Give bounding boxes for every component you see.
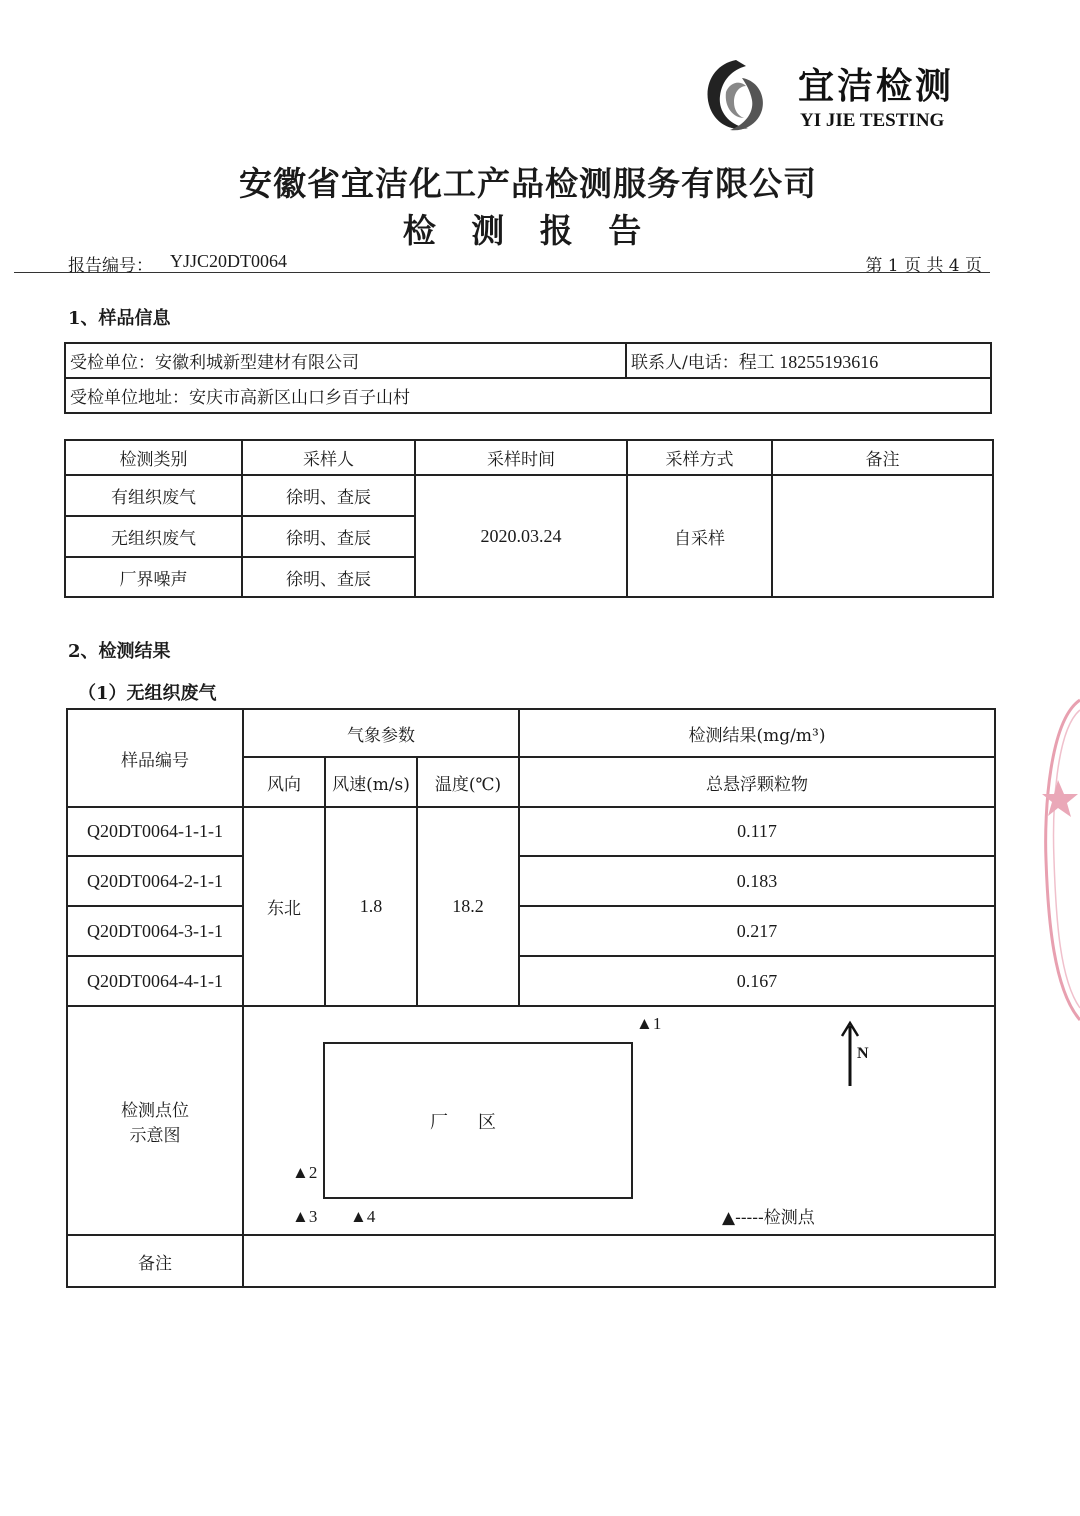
header-sample-no: 样品编号 — [67, 709, 243, 807]
address-label: 受检单位地址： — [70, 388, 189, 408]
sampler-cell: 徐明、查辰 — [242, 475, 415, 516]
address-value: 安庆市高新区山口乡百子山村 — [189, 388, 410, 408]
monitoring-point-1: ▲1 — [636, 1014, 662, 1033]
results-table — [66, 708, 996, 1288]
remark-label-cell: 备注 — [67, 1235, 243, 1287]
company-logo-icon — [696, 52, 776, 142]
sampler-cell: 徐明、查辰 — [242, 516, 415, 557]
category-cell: 无组织废气 — [65, 516, 242, 557]
sampling-time-cell: 2020.03.24 — [415, 475, 627, 597]
temperature-cell: 18.2 — [417, 807, 519, 1006]
monitoring-point-2: ▲2 — [292, 1163, 318, 1182]
diagram-label-cell — [67, 1006, 243, 1235]
logo-name-en: YI JIE TESTING — [800, 110, 945, 131]
header-divider — [14, 272, 990, 273]
logo-name-cn: 宜洁检测 — [798, 66, 955, 107]
header-category: 检测类别 — [65, 440, 242, 475]
subsection-heading: （1）无组织废气 — [78, 683, 217, 704]
tsp-value-cell: 0.217 — [519, 906, 995, 956]
header-tsp: 总悬浮颗粒物 — [519, 757, 995, 807]
header-method: 采样方式 — [627, 440, 772, 475]
sampling-remark-cell — [772, 475, 993, 597]
category-cell: 有组织废气 — [65, 475, 242, 516]
tsp-value-cell: 0.117 — [519, 807, 995, 856]
header-result: 检测结果(mg/m³) — [519, 709, 995, 757]
contact-label: 联系人/电话： — [631, 352, 739, 373]
header-remark: 备注 — [772, 440, 993, 475]
header-wind-direction: 风向 — [243, 757, 325, 807]
sampler-cell: 徐明、查辰 — [242, 557, 415, 597]
remark-value-cell — [243, 1235, 995, 1287]
sample-id-cell: Q20DT0064-1-1-1 — [67, 807, 243, 856]
client-value: 安徽利城新型建材有限公司 — [155, 353, 359, 373]
diagram-label-line1: 检测点位 — [121, 1100, 189, 1121]
header-time: 采样时间 — [415, 440, 627, 475]
header-sampler: 采样人 — [242, 440, 415, 475]
diagram-legend: ▲-----检测点 — [722, 1208, 815, 1228]
monitoring-point-3: ▲3 — [292, 1207, 318, 1226]
monitoring-point-4: ▲4 — [350, 1207, 376, 1226]
sample-id-cell: Q20DT0064-2-1-1 — [67, 856, 243, 906]
section-1-heading: 1、样品信息 — [68, 308, 171, 329]
north-label: N — [857, 1045, 869, 1062]
header-weather: 气象参数 — [243, 709, 519, 757]
header-temperature: 温度(℃) — [417, 757, 519, 807]
sampling-method-cell: 自采样 — [627, 475, 772, 597]
sample-id-cell: Q20DT0064-3-1-1 — [67, 906, 243, 956]
seal-stamp-edge-icon — [1040, 690, 1080, 1030]
report-title: 检 测 报 告 — [402, 211, 654, 250]
tsp-value-cell: 0.167 — [519, 956, 995, 1006]
company-title: 安徽省宜洁化工产品检测服务有限公司 — [239, 164, 817, 203]
category-cell: 厂界噪声 — [65, 557, 242, 597]
sampling-table — [64, 439, 994, 598]
report-no-label: 报告编号： — [68, 256, 153, 276]
contact-value: 程工 18255193616 — [738, 351, 879, 372]
page-info: 第 1 页 共 4 页 — [865, 256, 982, 276]
wind-speed-cell: 1.8 — [325, 807, 417, 1006]
client-label: 受检单位： — [70, 353, 155, 373]
wind-direction-cell: 东北 — [243, 807, 325, 1006]
sample-info-table — [64, 342, 992, 414]
report-no-value: YJJC20DT0064 — [170, 251, 288, 271]
section-2-heading: 2、检测结果 — [68, 641, 171, 662]
client-cell — [65, 343, 626, 378]
diagram-label-line2: 示意图 — [129, 1125, 181, 1146]
address-cell — [65, 378, 991, 413]
tsp-value-cell: 0.183 — [519, 856, 995, 906]
header-wind-speed: 风速(m/s) — [325, 757, 417, 807]
sample-id-cell: Q20DT0064-4-1-1 — [67, 956, 243, 1006]
plant-area-label: 厂区 — [430, 1112, 526, 1133]
contact-cell — [626, 343, 991, 378]
